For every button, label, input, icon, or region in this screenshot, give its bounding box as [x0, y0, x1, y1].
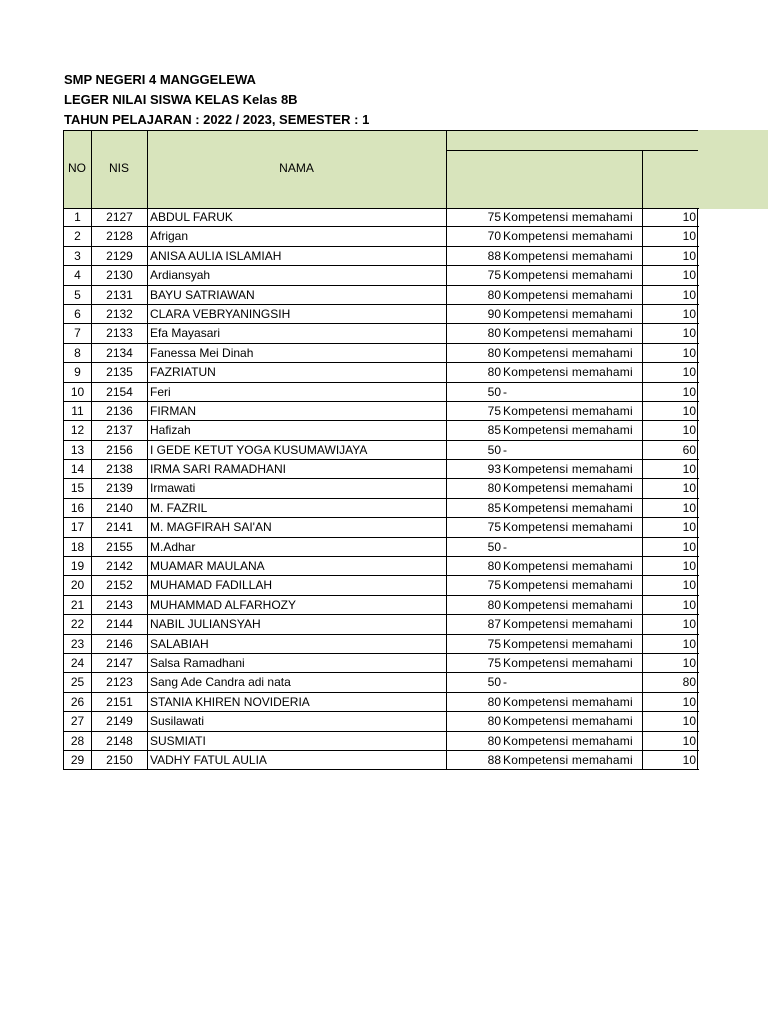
second-score: 80: [642, 673, 698, 691]
competency-description: Kompetensi memahami: [503, 481, 633, 496]
second-score: 10: [642, 402, 698, 420]
header-nis: NIS: [108, 161, 129, 175]
competency-description: Kompetensi memahami: [503, 655, 633, 670]
score: 75: [446, 576, 502, 594]
second-score: 10: [642, 576, 698, 594]
student-nis: 2138: [91, 460, 147, 478]
table-row: [63, 673, 699, 692]
student-name: Efa Mayasari: [147, 324, 446, 342]
table-row: [63, 654, 699, 673]
competency-description: Kompetensi memahami: [503, 268, 633, 283]
second-score: 10: [642, 635, 698, 653]
table-row: [63, 615, 699, 634]
competency-description: Kompetensi memahami: [503, 306, 633, 321]
student-nis: 2137: [91, 421, 147, 439]
student-nis: 2143: [91, 596, 147, 614]
score: 80: [446, 344, 502, 362]
row-number: 20: [63, 576, 91, 594]
table-row: [63, 596, 699, 615]
header-no: NO: [68, 161, 86, 175]
student-name: CLARA VEBRYANINGSIH: [147, 305, 446, 323]
table-row: [63, 247, 699, 266]
table-row: [63, 751, 699, 770]
student-name: Salsa Ramadhani: [147, 654, 446, 672]
second-score: 10: [642, 518, 698, 536]
student-name: BAYU SATRIAWAN: [147, 286, 446, 304]
student-nis: 2127: [91, 208, 147, 226]
row-number: 17: [63, 518, 91, 536]
student-name: FIRMAN: [147, 402, 446, 420]
competency-description: Kompetensi memahami: [503, 462, 633, 477]
competency-description: -: [503, 675, 508, 690]
second-score: 10: [642, 538, 698, 556]
score: 80: [446, 596, 502, 614]
table-row: [63, 499, 699, 518]
student-nis: 2135: [91, 363, 147, 381]
student-name: Ardiansyah: [147, 266, 446, 284]
score: 87: [446, 615, 502, 633]
competency-description: Kompetensi memahami: [503, 365, 633, 380]
competency-description: Kompetensi memahami: [503, 617, 633, 632]
student-name: Irmawati: [147, 479, 446, 497]
row-number: 5: [63, 286, 91, 304]
header-divider: [642, 150, 643, 209]
student-name: NABIL JULIANSYAH: [147, 615, 446, 633]
row-number: 4: [63, 266, 91, 284]
second-score: 10: [642, 344, 698, 362]
student-name: M. MAGFIRAH SAI'AN: [147, 518, 446, 536]
row-number: 7: [63, 324, 91, 342]
second-score: 10: [642, 732, 698, 750]
score: 85: [446, 499, 502, 517]
student-nis: 2147: [91, 654, 147, 672]
competency-description: Kompetensi memahami: [503, 287, 633, 302]
row-number: 19: [63, 557, 91, 575]
student-nis: 2136: [91, 402, 147, 420]
student-nis: 2142: [91, 557, 147, 575]
student-nis: 2133: [91, 324, 147, 342]
competency-description: Kompetensi memahami: [503, 326, 633, 341]
competency-description: Kompetensi memahami: [503, 578, 633, 593]
table-row: [63, 402, 699, 421]
student-name: M. FAZRIL: [147, 499, 446, 517]
second-score: 10: [642, 247, 698, 265]
second-score: 10: [642, 227, 698, 245]
table-row: [63, 576, 699, 595]
competency-description: Kompetensi memahami: [503, 403, 633, 418]
header-divider: [446, 130, 447, 209]
row-number: 9: [63, 363, 91, 381]
row-number: 26: [63, 693, 91, 711]
student-nis: 2123: [91, 673, 147, 691]
competency-description: Kompetensi memahami: [503, 500, 633, 515]
student-nis: 2141: [91, 518, 147, 536]
row-number: 16: [63, 499, 91, 517]
table-row: [63, 363, 699, 382]
competency-description: Kompetensi memahami: [503, 597, 633, 612]
competency-description: -: [503, 539, 508, 554]
student-name: Susilawati: [147, 712, 446, 730]
student-nis: 2129: [91, 247, 147, 265]
table-row: [63, 383, 699, 402]
student-nis: 2154: [91, 383, 147, 401]
score: 75: [446, 518, 502, 536]
score: 75: [446, 654, 502, 672]
second-score: 10: [642, 596, 698, 614]
second-score: 10: [642, 305, 698, 323]
student-name: ANISA AULIA ISLAMIAH: [147, 247, 446, 265]
competency-description: Kompetensi memahami: [503, 636, 633, 651]
table-row: [63, 208, 699, 227]
student-name: VADHY FATUL AULIA: [147, 751, 446, 769]
table-row: [63, 344, 699, 363]
table-row: [63, 732, 699, 751]
score: 70: [446, 227, 502, 245]
header-nama: NAMA: [279, 161, 314, 175]
table-row: [63, 305, 699, 324]
second-score: 10: [642, 421, 698, 439]
second-score: 10: [642, 266, 698, 284]
table-row: [63, 460, 699, 479]
academic-year: TAHUN PELAJARAN : 2022 / 2023, SEMESTER : 1: [64, 112, 370, 127]
row-number: 15: [63, 479, 91, 497]
student-name: Fanessa Mei Dinah: [147, 344, 446, 362]
row-number: 14: [63, 460, 91, 478]
student-name: Feri: [147, 383, 446, 401]
table-header-extension: [698, 130, 768, 209]
table-row: [63, 266, 699, 285]
row-number: 11: [63, 402, 91, 420]
row-number: 22: [63, 615, 91, 633]
second-score: 10: [642, 383, 698, 401]
table-row: [63, 286, 699, 305]
table-row: [63, 693, 699, 712]
student-nis: 2151: [91, 693, 147, 711]
second-score: 10: [642, 557, 698, 575]
competency-description: -: [503, 442, 508, 457]
student-name: Hafizah: [147, 421, 446, 439]
student-nis: 2148: [91, 732, 147, 750]
row-number: 27: [63, 712, 91, 730]
row-number: 10: [63, 383, 91, 401]
student-nis: 2139: [91, 479, 147, 497]
score: 80: [446, 693, 502, 711]
row-number: 23: [63, 635, 91, 653]
score: 93: [446, 460, 502, 478]
score: 50: [446, 383, 502, 401]
student-nis: 2152: [91, 576, 147, 594]
second-score: 10: [642, 286, 698, 304]
second-score: 10: [642, 693, 698, 711]
student-name: IRMA SARI RAMADHANI: [147, 460, 446, 478]
student-name: Afrigan: [147, 227, 446, 245]
student-name: SUSMIATI: [147, 732, 446, 750]
score: 80: [446, 324, 502, 342]
student-nis: 2130: [91, 266, 147, 284]
second-score: 10: [642, 654, 698, 672]
student-nis: 2140: [91, 499, 147, 517]
score: 80: [446, 363, 502, 381]
student-name: MUHAMAD FADILLAH: [147, 576, 446, 594]
student-nis: 2128: [91, 227, 147, 245]
second-score: 10: [642, 460, 698, 478]
competency-description: Kompetensi memahami: [503, 559, 633, 574]
score: 80: [446, 557, 502, 575]
second-score: 10: [642, 499, 698, 517]
score: 50: [446, 673, 502, 691]
student-name: M.Adhar: [147, 538, 446, 556]
score: 90: [446, 305, 502, 323]
row-number: 8: [63, 344, 91, 362]
student-name: MUAMAR MAULANA: [147, 557, 446, 575]
second-score: 10: [642, 615, 698, 633]
student-nis: 2134: [91, 344, 147, 362]
student-name: STANIA KHIREN NOVIDERIA: [147, 693, 446, 711]
student-nis: 2146: [91, 635, 147, 653]
score: 88: [446, 751, 502, 769]
row-number: 12: [63, 421, 91, 439]
second-score: 10: [642, 751, 698, 769]
document-title: LEGER NILAI SISWA KELAS Kelas 8B: [64, 92, 298, 107]
student-name: FAZRIATUN: [147, 363, 446, 381]
row-number: 2: [63, 227, 91, 245]
row-number: 29: [63, 751, 91, 769]
competency-description: Kompetensi memahami: [503, 423, 633, 438]
competency-description: Kompetensi memahami: [503, 210, 633, 224]
student-nis: 2131: [91, 286, 147, 304]
school-name: SMP NEGERI 4 MANGGELEWA: [64, 72, 256, 87]
row-number: 1: [63, 208, 91, 226]
student-nis: 2132: [91, 305, 147, 323]
score: 75: [446, 208, 502, 226]
score: 80: [446, 479, 502, 497]
score: 85: [446, 421, 502, 439]
table-row: [63, 538, 699, 557]
second-score: 10: [642, 712, 698, 730]
score: 75: [446, 266, 502, 284]
student-nis: 2155: [91, 538, 147, 556]
competency-description: Kompetensi memahami: [503, 345, 633, 360]
second-score: 10: [642, 363, 698, 381]
row-number: 13: [63, 441, 91, 459]
competency-description: Kompetensi memahami: [503, 752, 633, 767]
student-name: SALABIAH: [147, 635, 446, 653]
row-number: 18: [63, 538, 91, 556]
competency-description: Kompetensi memahami: [503, 694, 633, 709]
competency-description: Kompetensi memahami: [503, 248, 633, 263]
student-nis: 2156: [91, 441, 147, 459]
table-row: [63, 324, 699, 343]
competency-description: Kompetensi memahami: [503, 714, 633, 729]
student-name: MUHAMMAD ALFARHOZY: [147, 596, 446, 614]
table-row: [63, 441, 699, 460]
competency-description: Kompetensi memahami: [503, 229, 633, 244]
table-row: [63, 712, 699, 731]
score: 80: [446, 712, 502, 730]
row-number: 3: [63, 247, 91, 265]
competency-description: Kompetensi memahami: [503, 733, 633, 748]
student-name: Sang Ade Candra adi nata: [147, 673, 446, 691]
table-row: [63, 421, 699, 440]
row-number: 25: [63, 673, 91, 691]
student-name: ABDUL FARUK: [147, 208, 446, 226]
score: 75: [446, 402, 502, 420]
competency-description: -: [503, 384, 508, 399]
student-nis: 2149: [91, 712, 147, 730]
row-number: 21: [63, 596, 91, 614]
competency-description: Kompetensi memahami: [503, 520, 633, 535]
student-table-body: [63, 208, 699, 770]
second-score: 60: [642, 441, 698, 459]
student-nis: 2150: [91, 751, 147, 769]
table-row: [63, 635, 699, 654]
score: 50: [446, 538, 502, 556]
score: 50: [446, 441, 502, 459]
table-row: [63, 557, 699, 576]
score: 75: [446, 635, 502, 653]
table-row: [63, 518, 699, 537]
table-row: [63, 227, 699, 246]
student-nis: 2144: [91, 615, 147, 633]
second-score: 10: [642, 324, 698, 342]
student-name: I GEDE KETUT YOGA KUSUMAWIJAYA: [147, 441, 446, 459]
table-row: [63, 479, 699, 498]
score: 80: [446, 732, 502, 750]
row-number: 6: [63, 305, 91, 323]
score: 80: [446, 286, 502, 304]
second-score: 10: [642, 208, 698, 226]
row-number: 24: [63, 654, 91, 672]
second-score: 10: [642, 479, 698, 497]
score: 88: [446, 247, 502, 265]
row-number: 28: [63, 732, 91, 750]
header-divider: [446, 150, 698, 151]
